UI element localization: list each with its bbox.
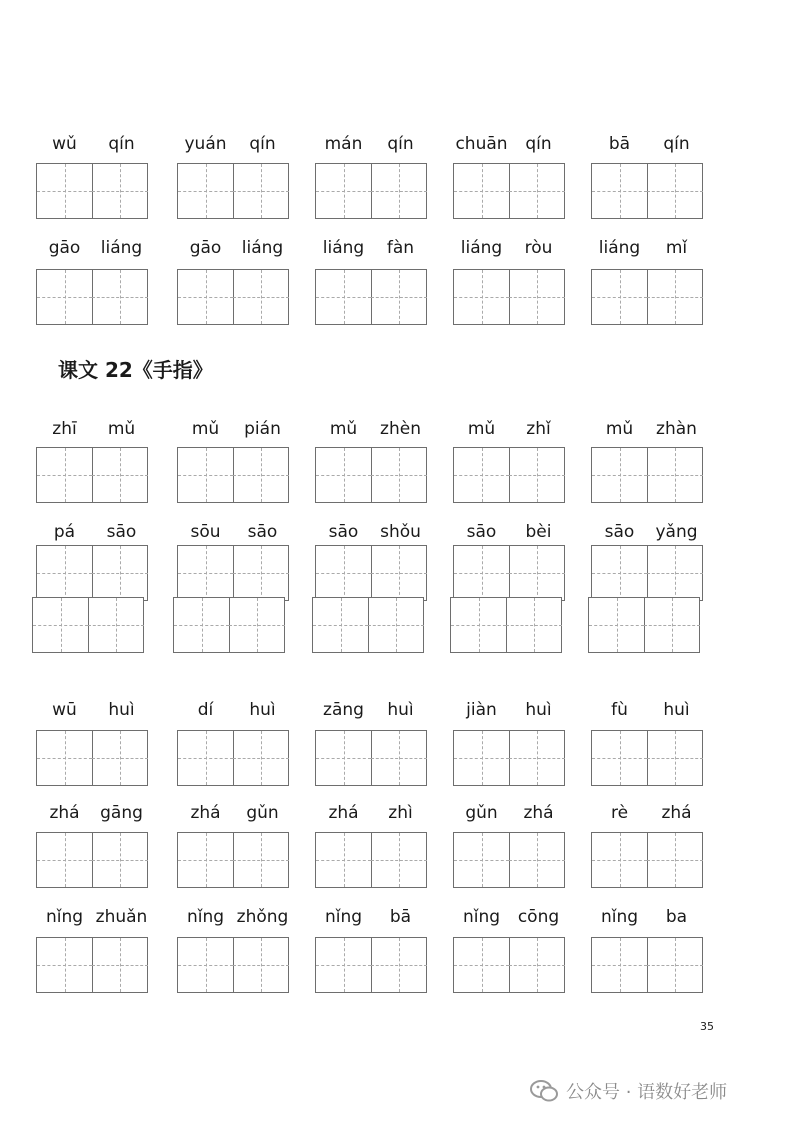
pinyin-syllable: zhá <box>190 803 221 823</box>
tianzige-cell[interactable] <box>371 546 427 600</box>
pinyin-syllable: liáng <box>598 238 641 258</box>
pinyin-syllable: qín <box>525 134 552 154</box>
tianzige-cell[interactable] <box>316 448 372 502</box>
tianzige-cell[interactable] <box>509 833 565 887</box>
pinyin-syllable: zhǐ <box>526 419 551 439</box>
tianzige-cell[interactable] <box>178 546 234 600</box>
tianzige-cell[interactable] <box>37 546 93 600</box>
tianzige-box-pair[interactable] <box>315 545 427 601</box>
tianzige-box-pair[interactable] <box>591 832 703 888</box>
pinyin-syllable: sāo <box>466 522 497 542</box>
tianzige-box-pair[interactable] <box>591 937 703 993</box>
pinyin-syllable: ròu <box>524 238 553 258</box>
pinyin-syllable: bèi <box>525 522 552 542</box>
pinyin-syllable: gǔn <box>246 803 279 823</box>
tianzige-box-pair[interactable] <box>315 937 427 993</box>
pinyin-syllable: huì <box>525 700 552 720</box>
pinyin-syllable: huì <box>387 700 414 720</box>
tianzige-box-pair[interactable] <box>591 545 703 601</box>
pinyin-syllable: zhèn <box>380 419 421 439</box>
tianzige-box-pair[interactable] <box>177 937 289 993</box>
tianzige-cell[interactable] <box>229 598 285 652</box>
tianzige-cell[interactable] <box>451 598 507 652</box>
tianzige-cell[interactable] <box>316 731 372 785</box>
pinyin-syllable: sāo <box>328 522 359 542</box>
tianzige-cell[interactable] <box>592 731 648 785</box>
tianzige-cell[interactable] <box>454 833 510 887</box>
tianzige-cell[interactable] <box>178 731 234 785</box>
pinyin-syllable: huì <box>108 700 135 720</box>
tianzige-cell[interactable] <box>454 546 510 600</box>
tianzige-cell[interactable] <box>647 448 703 502</box>
pinyin-syllable: rè <box>610 803 629 823</box>
tianzige-box-pair[interactable] <box>315 447 427 503</box>
tianzige-cell[interactable] <box>233 938 289 992</box>
tianzige-box-pair[interactable] <box>177 447 289 503</box>
tianzige-cell[interactable] <box>37 833 93 887</box>
tianzige-box-pair[interactable] <box>588 597 700 653</box>
tianzige-box-pair[interactable] <box>591 269 703 325</box>
pinyin-syllable: qín <box>108 134 135 154</box>
tianzige-cell[interactable] <box>371 270 427 324</box>
pinyin-syllable: mǐ <box>665 238 688 258</box>
pinyin-syllable: huì <box>249 700 276 720</box>
tianzige-cell[interactable] <box>92 448 148 502</box>
tianzige-box-pair[interactable] <box>591 730 703 786</box>
tianzige-cell[interactable] <box>33 598 89 652</box>
tianzige-cell[interactable] <box>233 731 289 785</box>
pinyin-syllable: wū <box>52 700 77 720</box>
pinyin-syllable: huì <box>663 700 690 720</box>
tianzige-cell[interactable] <box>454 270 510 324</box>
pinyin-syllable: liáng <box>100 238 143 258</box>
tianzige-cell[interactable] <box>178 164 234 218</box>
pinyin-syllable: chuān <box>455 134 508 154</box>
tianzige-cell[interactable] <box>454 731 510 785</box>
tianzige-cell[interactable] <box>37 270 93 324</box>
tianzige-cell[interactable] <box>647 270 703 324</box>
tianzige-box-pair[interactable] <box>453 545 565 601</box>
pinyin-syllable: liáng <box>460 238 503 258</box>
pinyin-syllable: mǔ <box>329 419 358 439</box>
tianzige-box-pair[interactable] <box>36 937 148 993</box>
tianzige-cell[interactable] <box>92 546 148 600</box>
tianzige-cell[interactable] <box>316 270 372 324</box>
tianzige-box-pair[interactable] <box>453 937 565 993</box>
tianzige-box-pair[interactable] <box>591 163 703 219</box>
tianzige-cell[interactable] <box>37 164 93 218</box>
tianzige-box-pair[interactable] <box>177 545 289 601</box>
pinyin-syllable: pá <box>53 522 76 542</box>
pinyin-syllable: zāng <box>323 700 364 720</box>
pinyin-syllable: bā <box>389 907 412 927</box>
tianzige-cell[interactable] <box>313 598 369 652</box>
pinyin-syllable: zhǒng <box>236 907 289 927</box>
tianzige-cell[interactable] <box>371 164 427 218</box>
tianzige-cell[interactable] <box>454 938 510 992</box>
pinyin-syllable: dí <box>197 700 214 720</box>
tianzige-cell[interactable] <box>233 164 289 218</box>
tianzige-cell[interactable] <box>509 270 565 324</box>
tianzige-cell[interactable] <box>368 598 424 652</box>
tianzige-cell[interactable] <box>371 938 427 992</box>
tianzige-cell[interactable] <box>92 833 148 887</box>
tianzige-box-pair[interactable] <box>32 597 144 653</box>
tianzige-box-pair[interactable] <box>453 163 565 219</box>
tianzige-box-pair[interactable] <box>36 269 148 325</box>
pinyin-syllable: pián <box>244 419 281 439</box>
tianzige-box-pair[interactable] <box>453 447 565 503</box>
tianzige-cell[interactable] <box>178 270 234 324</box>
pinyin-syllable: sāo <box>106 522 137 542</box>
tianzige-cell[interactable] <box>509 448 565 502</box>
pinyin-syllable: zhì <box>388 803 413 823</box>
tianzige-cell[interactable] <box>647 731 703 785</box>
tianzige-cell[interactable] <box>647 164 703 218</box>
pinyin-syllable: qín <box>387 134 414 154</box>
tianzige-cell[interactable] <box>92 938 148 992</box>
tianzige-cell[interactable] <box>647 938 703 992</box>
tianzige-cell[interactable] <box>509 731 565 785</box>
pinyin-syllable: qín <box>663 134 690 154</box>
tianzige-box-pair[interactable] <box>36 447 148 503</box>
tianzige-cell[interactable] <box>644 598 700 652</box>
pinyin-syllable: nǐng <box>324 907 363 927</box>
tianzige-cell[interactable] <box>92 270 148 324</box>
watermark <box>530 1076 727 1106</box>
tianzige-box-pair[interactable] <box>177 269 289 325</box>
tianzige-box-pair[interactable] <box>315 269 427 325</box>
pinyin-syllable: cōng <box>517 907 560 927</box>
tianzige-box-pair[interactable] <box>450 597 562 653</box>
tianzige-cell[interactable] <box>592 270 648 324</box>
tianzige-cell[interactable] <box>509 164 565 218</box>
tianzige-cell[interactable] <box>509 938 565 992</box>
tianzige-cell[interactable] <box>37 938 93 992</box>
pinyin-syllable: yǎng <box>655 522 698 542</box>
tianzige-cell[interactable] <box>371 448 427 502</box>
tianzige-box-pair[interactable] <box>36 730 148 786</box>
tianzige-box-pair[interactable] <box>36 545 148 601</box>
pinyin-syllable: bā <box>608 134 631 154</box>
tianzige-cell[interactable] <box>37 731 93 785</box>
tianzige-box-pair[interactable] <box>36 832 148 888</box>
tianzige-box-pair[interactable] <box>177 832 289 888</box>
pinyin-syllable: zhàn <box>656 419 697 439</box>
tianzige-cell[interactable] <box>92 164 148 218</box>
tianzige-cell[interactable] <box>592 833 648 887</box>
pinyin-syllable: mǔ <box>467 419 496 439</box>
tianzige-cell[interactable] <box>316 546 372 600</box>
pinyin-syllable: gāo <box>48 238 81 258</box>
pinyin-syllable: ba <box>665 907 688 927</box>
tianzige-cell[interactable] <box>178 833 234 887</box>
tianzige-cell[interactable] <box>509 546 565 600</box>
pinyin-syllable: nǐng <box>462 907 501 927</box>
tianzige-box-pair[interactable] <box>453 269 565 325</box>
tianzige-box-pair[interactable] <box>173 597 285 653</box>
tianzige-box-pair[interactable] <box>453 832 565 888</box>
pinyin-syllable: zhá <box>49 803 80 823</box>
tianzige-cell[interactable] <box>506 598 562 652</box>
tianzige-cell[interactable] <box>454 164 510 218</box>
tianzige-box-pair[interactable] <box>36 163 148 219</box>
tianzige-cell[interactable] <box>178 938 234 992</box>
tianzige-box-pair[interactable] <box>177 730 289 786</box>
pinyin-syllable: nǐng <box>600 907 639 927</box>
pinyin-syllable: qín <box>249 134 276 154</box>
tianzige-cell[interactable] <box>316 164 372 218</box>
tianzige-cell[interactable] <box>233 546 289 600</box>
tianzige-cell[interactable] <box>178 448 234 502</box>
pinyin-syllable: gāo <box>189 238 222 258</box>
tianzige-box-pair[interactable] <box>312 597 424 653</box>
pinyin-syllable: zhá <box>661 803 692 823</box>
tianzige-cell[interactable] <box>88 598 144 652</box>
tianzige-cell[interactable] <box>592 938 648 992</box>
page-number: 35 <box>700 1020 714 1033</box>
wechat-icon <box>530 1079 558 1103</box>
pinyin-syllable: zhá <box>328 803 359 823</box>
watermark-text: 公众号 · 语数好老师 <box>566 1082 728 1103</box>
pinyin-syllable: wǔ <box>52 134 77 154</box>
tianzige-cell[interactable] <box>647 546 703 600</box>
tianzige-cell[interactable] <box>647 833 703 887</box>
tianzige-box-pair[interactable] <box>453 730 565 786</box>
tianzige-cell[interactable] <box>589 598 645 652</box>
pinyin-syllable: zhá <box>523 803 554 823</box>
pinyin-syllable: mǔ <box>605 419 634 439</box>
tianzige-cell[interactable] <box>316 938 372 992</box>
pinyin-syllable: fàn <box>386 238 415 258</box>
pinyin-syllable: gǔn <box>465 803 498 823</box>
pinyin-syllable: zhuǎn <box>95 907 148 927</box>
tianzige-box-pair[interactable] <box>591 447 703 503</box>
pinyin-syllable: fù <box>611 700 628 720</box>
pinyin-syllable: zhī <box>52 419 77 439</box>
pinyin-syllable: sāo <box>247 522 278 542</box>
tianzige-box-pair[interactable] <box>315 832 427 888</box>
tianzige-box-pair[interactable] <box>315 163 427 219</box>
tianzige-box-pair[interactable] <box>315 730 427 786</box>
tianzige-cell[interactable] <box>233 270 289 324</box>
tianzige-cell[interactable] <box>592 448 648 502</box>
tianzige-cell[interactable] <box>174 598 230 652</box>
pinyin-syllable: sōu <box>190 522 221 542</box>
tianzige-cell[interactable] <box>92 731 148 785</box>
tianzige-box-pair[interactable] <box>177 163 289 219</box>
pinyin-syllable: nǐng <box>45 907 84 927</box>
pinyin-syllable: mǔ <box>191 419 220 439</box>
pinyin-syllable: sāo <box>604 522 635 542</box>
tianzige-cell[interactable] <box>454 448 510 502</box>
tianzige-cell[interactable] <box>233 448 289 502</box>
tianzige-cell[interactable] <box>233 833 289 887</box>
tianzige-cell[interactable] <box>592 546 648 600</box>
section-title: 课文 22《手指》 <box>58 358 213 382</box>
tianzige-cell[interactable] <box>592 164 648 218</box>
pinyin-syllable: jiàn <box>466 700 497 720</box>
pinyin-syllable: yuán <box>184 134 227 154</box>
pinyin-syllable: mǔ <box>107 419 136 439</box>
pinyin-syllable: liáng <box>241 238 284 258</box>
pinyin-syllable: liáng <box>322 238 365 258</box>
pinyin-syllable: nǐng <box>186 907 225 927</box>
tianzige-cell[interactable] <box>316 833 372 887</box>
tianzige-cell[interactable] <box>37 448 93 502</box>
tianzige-cell[interactable] <box>371 833 427 887</box>
pinyin-syllable: gāng <box>100 803 143 823</box>
pinyin-syllable: shǒu <box>380 522 421 542</box>
pinyin-syllable: mán <box>324 134 363 154</box>
tianzige-cell[interactable] <box>371 731 427 785</box>
